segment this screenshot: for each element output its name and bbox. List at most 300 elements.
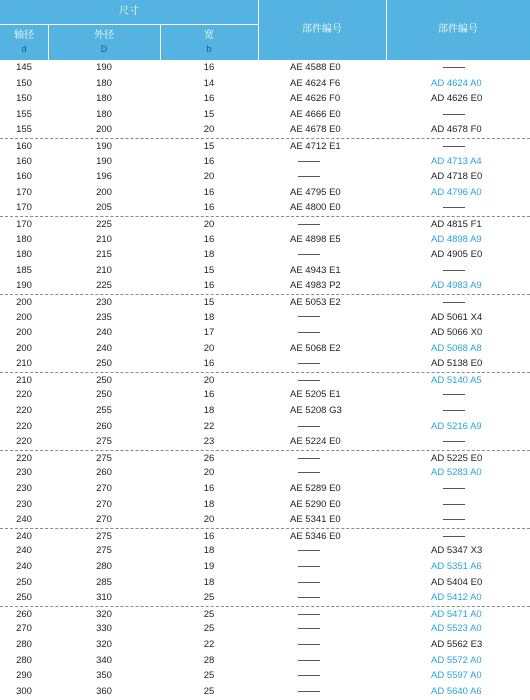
cell-bore: 250 <box>16 592 32 604</box>
cell-part-number-ae: AE 5289 E0 <box>290 483 341 495</box>
table-row <box>0 372 530 388</box>
cell-part-number-ad: AD 5283 A0 <box>431 467 482 479</box>
cell-bore: 230 <box>16 467 32 479</box>
table-row <box>0 107 530 123</box>
cell-width: 25 <box>203 592 215 604</box>
cell-outer-diameter: 210 <box>96 264 112 276</box>
table-row <box>0 263 530 279</box>
header-col-part1 <box>258 0 386 60</box>
cell-width: 15 <box>203 108 215 120</box>
table-row <box>0 356 530 372</box>
cell-width: 14 <box>203 77 215 89</box>
cell-outer-diameter: 200 <box>96 124 112 136</box>
cell-outer-diameter: 210 <box>96 233 112 245</box>
header-divider <box>0 24 258 25</box>
header-divider <box>48 24 49 60</box>
cell-bore: 190 <box>16 280 32 292</box>
empty-dash <box>298 691 320 692</box>
cell-part-number-ad: AD 4898 A9 <box>431 233 482 245</box>
table-row <box>0 278 530 294</box>
cell-part-number-ad <box>386 263 530 279</box>
cell-width: 20 <box>203 342 215 354</box>
cell-outer-diameter: 270 <box>96 498 112 510</box>
empty-dash <box>298 176 320 177</box>
cell-bore: 170 <box>16 202 32 214</box>
cell-part-number-ae <box>258 684 386 700</box>
cell-outer-diameter: 260 <box>96 467 112 479</box>
cell-width: 25 <box>203 623 215 635</box>
table-row <box>0 247 530 263</box>
empty-dash <box>443 146 465 147</box>
empty-dash <box>298 380 320 381</box>
cell-bore: 160 <box>16 155 32 167</box>
empty-dash <box>443 114 465 115</box>
cell-part-number-ad <box>386 529 530 545</box>
cell-part-number-ad: AD 5068 A8 <box>431 342 482 354</box>
cell-part-number-ad <box>386 497 530 513</box>
header-col-part1-label: 部件编号 <box>302 24 342 35</box>
cell-part-number-ae: AE 4795 E0 <box>290 186 341 198</box>
cell-part-number-ae <box>258 621 386 637</box>
cell-part-number-ae <box>258 419 386 435</box>
empty-dash <box>443 504 465 505</box>
table-row <box>0 497 530 513</box>
table-row <box>0 91 530 107</box>
cell-bore: 200 <box>16 342 32 354</box>
cell-part-number-ad: AD 5562 E3 <box>431 638 483 650</box>
cell-bore: 180 <box>16 233 32 245</box>
cell-bore: 170 <box>16 186 32 198</box>
cell-part-number-ad: AD 5572 A0 <box>431 654 482 666</box>
cell-width: 25 <box>203 685 215 697</box>
cell-width: 28 <box>203 654 215 666</box>
cell-part-number-ad: AD 5471 A0 <box>431 608 482 620</box>
empty-dash <box>443 394 465 395</box>
cell-part-number-ad: AD 4796 A0 <box>431 186 482 198</box>
cell-width: 18 <box>203 498 215 510</box>
header-divider <box>386 0 387 60</box>
cell-part-number-ad: AD 5640 A6 <box>431 685 482 697</box>
cell-part-number-ae: AE 4624 F6 <box>290 77 341 89</box>
cell-bore: 185 <box>16 264 32 276</box>
header-col-width-label: 宽 <box>204 30 214 41</box>
table-row <box>0 76 530 92</box>
cell-part-number-ae: AE 4898 E5 <box>290 233 341 245</box>
cell-width: 23 <box>203 436 215 448</box>
table-row <box>0 637 530 653</box>
cell-part-number-ad <box>386 60 530 76</box>
cell-part-number-ad: AD 5225 E0 <box>431 452 483 464</box>
cell-width: 25 <box>203 670 215 682</box>
cell-outer-diameter: 240 <box>96 342 112 354</box>
empty-dash <box>443 270 465 271</box>
cell-bore: 240 <box>16 561 32 572</box>
table-row <box>0 60 530 76</box>
cell-part-number-ad <box>386 387 530 403</box>
cell-width: 22 <box>203 638 215 650</box>
cell-width: 20 <box>203 218 215 230</box>
cell-width: 17 <box>203 327 215 339</box>
table-row <box>0 216 530 232</box>
cell-outer-diameter: 255 <box>96 405 112 417</box>
table-row <box>0 325 530 341</box>
empty-dash <box>298 614 320 615</box>
cell-part-number-ad <box>386 139 530 155</box>
header-col-part2-label: 部件编号 <box>438 24 478 35</box>
empty-dash <box>298 597 320 598</box>
table-row <box>0 684 530 700</box>
cell-part-number-ae <box>258 247 386 263</box>
cell-part-number-ae <box>258 575 386 591</box>
cell-outer-diameter: 225 <box>96 218 112 230</box>
cell-outer-diameter: 190 <box>96 62 112 73</box>
cell-part-number-ae <box>258 154 386 170</box>
cell-outer-diameter: 360 <box>96 685 112 697</box>
table-row <box>0 559 530 575</box>
empty-dash <box>298 582 320 583</box>
cell-part-number-ae: AE 4588 E0 <box>290 62 341 73</box>
cell-bore: 250 <box>16 576 32 588</box>
cell-outer-diameter: 275 <box>96 436 112 448</box>
cell-width: 16 <box>203 389 215 401</box>
header-col-bore <box>0 24 48 60</box>
table-row <box>0 621 530 637</box>
empty-dash <box>443 519 465 520</box>
table-row <box>0 232 530 248</box>
header-group-dimensions <box>0 0 258 24</box>
cell-outer-diameter: 320 <box>96 638 112 650</box>
cell-bore: 220 <box>16 405 32 417</box>
cell-part-number-ae <box>258 465 386 481</box>
cell-width: 16 <box>203 483 215 495</box>
table-body <box>0 60 530 699</box>
cell-outer-diameter: 275 <box>96 545 112 557</box>
cell-outer-diameter: 190 <box>96 155 112 167</box>
cell-bore: 155 <box>16 124 32 136</box>
table-row <box>0 465 530 481</box>
table-row <box>0 543 530 559</box>
cell-bore: 220 <box>16 452 32 464</box>
cell-width: 16 <box>203 62 215 73</box>
cell-part-number-ae: AE 4800 E0 <box>290 202 341 214</box>
table-row <box>0 606 530 622</box>
table-row <box>0 387 530 403</box>
table-row <box>0 590 530 606</box>
cell-outer-diameter: 225 <box>96 280 112 292</box>
cell-bore: 280 <box>16 638 32 650</box>
cell-width: 15 <box>203 264 215 276</box>
cell-part-number-ae: AE 4678 E0 <box>290 124 341 136</box>
cell-part-number-ae <box>258 637 386 653</box>
cell-outer-diameter: 200 <box>96 186 112 198</box>
cell-part-number-ae <box>258 217 386 233</box>
table-row <box>0 169 530 185</box>
cell-outer-diameter: 330 <box>96 623 112 635</box>
cell-bore: 220 <box>16 389 32 401</box>
cell-width: 20 <box>203 171 215 183</box>
table-row <box>0 419 530 435</box>
cell-width: 16 <box>203 202 215 214</box>
cell-width: 18 <box>203 249 215 261</box>
cell-part-number-ad: AD 5523 A0 <box>431 623 482 635</box>
cell-outer-diameter: 205 <box>96 202 112 214</box>
table-row <box>0 403 530 419</box>
cell-part-number-ad: AD 5347 X3 <box>431 545 483 557</box>
cell-outer-diameter: 350 <box>96 670 112 682</box>
cell-part-number-ad: AD 5061 X4 <box>431 311 483 323</box>
cell-part-number-ae: AE 5053 E2 <box>290 296 341 308</box>
cell-part-number-ad <box>386 200 530 216</box>
cell-outer-diameter: 270 <box>96 483 112 495</box>
cell-bore: 220 <box>16 420 32 432</box>
cell-part-number-ae <box>258 653 386 669</box>
cell-part-number-ae: AE 5290 E0 <box>290 498 341 510</box>
cell-part-number-ad: AD 5216 A9 <box>431 420 482 432</box>
cell-part-number-ad: AD 4713 A4 <box>431 155 482 167</box>
cell-width: 15 <box>203 140 215 152</box>
empty-dash <box>298 254 320 255</box>
cell-part-number-ad: AD 4624 A0 <box>431 77 482 89</box>
cell-part-number-ae <box>258 543 386 559</box>
cell-bore: 210 <box>16 374 32 386</box>
cell-part-number-ae: AE 5346 E0 <box>290 530 341 542</box>
cell-part-number-ad <box>386 107 530 123</box>
cell-bore: 240 <box>16 514 32 526</box>
header-col-bore-symbol: d <box>21 44 27 54</box>
empty-dash <box>298 566 320 567</box>
cell-part-number-ae: AE 5205 E1 <box>290 389 341 401</box>
cell-outer-diameter: 320 <box>96 608 112 620</box>
empty-dash <box>443 441 465 442</box>
cell-outer-diameter: 250 <box>96 389 112 401</box>
cell-width: 16 <box>203 186 215 198</box>
cell-part-number-ae <box>258 373 386 389</box>
cell-bore: 200 <box>16 311 32 323</box>
table-row <box>0 528 530 544</box>
table-row <box>0 481 530 497</box>
header-col-od <box>48 24 160 60</box>
header-divider <box>258 0 259 60</box>
empty-dash <box>443 536 465 537</box>
empty-dash <box>298 161 320 162</box>
table-row <box>0 138 530 154</box>
cell-part-number-ae <box>258 590 386 606</box>
cell-part-number-ad <box>386 481 530 497</box>
cell-part-number-ae <box>258 451 386 467</box>
cell-bore: 270 <box>16 623 32 635</box>
cell-width: 18 <box>203 405 215 417</box>
cell-outer-diameter: 180 <box>96 77 112 89</box>
cell-part-number-ae <box>258 356 386 372</box>
cell-outer-diameter: 280 <box>96 561 112 572</box>
cell-width: 16 <box>203 530 215 542</box>
cell-part-number-ad <box>386 403 530 419</box>
cell-width: 20 <box>203 124 215 136</box>
cell-bore: 160 <box>16 140 32 152</box>
empty-dash <box>298 224 320 225</box>
cell-outer-diameter: 310 <box>96 592 112 604</box>
cell-bore: 240 <box>16 530 32 542</box>
cell-part-number-ae: AE 4626 F0 <box>290 93 341 105</box>
cell-bore: 200 <box>16 296 32 308</box>
cell-width: 22 <box>203 420 215 432</box>
header-group-label: 尺寸 <box>119 6 139 17</box>
cell-outer-diameter: 270 <box>96 514 112 526</box>
cell-part-number-ae <box>258 668 386 684</box>
empty-dash <box>443 488 465 489</box>
cell-part-number-ad: AD 4718 E0 <box>431 171 483 183</box>
cell-part-number-ad: AD 4983 A9 <box>431 280 482 292</box>
cell-width: 15 <box>203 296 215 308</box>
cell-outer-diameter: 240 <box>96 327 112 339</box>
cell-outer-diameter: 180 <box>96 93 112 105</box>
cell-outer-diameter: 275 <box>96 530 112 542</box>
cell-width: 16 <box>203 358 215 370</box>
cell-part-number-ad: AD 4815 F1 <box>431 218 482 230</box>
cell-part-number-ae: AE 5224 E0 <box>290 436 341 448</box>
cell-outer-diameter: 340 <box>96 654 112 666</box>
table-row <box>0 653 530 669</box>
header-col-width-symbol: b <box>206 44 212 54</box>
cell-part-number-ad <box>386 512 530 528</box>
cell-outer-diameter: 260 <box>96 420 112 432</box>
header-col-od-symbol: D <box>100 44 108 54</box>
cell-outer-diameter: 250 <box>96 358 112 370</box>
cell-width: 25 <box>203 608 215 620</box>
cell-outer-diameter: 250 <box>96 374 112 386</box>
cell-part-number-ae: AE 5208 G3 <box>290 405 342 417</box>
cell-width: 18 <box>203 545 215 557</box>
cell-bore: 300 <box>16 685 32 697</box>
cell-part-number-ad: AD 4626 E0 <box>431 93 483 105</box>
cell-outer-diameter: 275 <box>96 452 112 464</box>
cell-part-number-ad: AD 5412 A0 <box>431 592 482 604</box>
cell-width: 18 <box>203 311 215 323</box>
cell-part-number-ae: AE 5341 E0 <box>290 514 341 526</box>
cell-part-number-ae: AE 4943 E1 <box>290 264 341 276</box>
cell-bore: 230 <box>16 483 32 495</box>
empty-dash <box>443 302 465 303</box>
cell-bore: 180 <box>16 249 32 261</box>
cell-outer-diameter: 196 <box>96 171 112 183</box>
cell-part-number-ad: AD 5597 A0 <box>431 670 482 682</box>
empty-dash <box>298 332 320 333</box>
empty-dash <box>298 458 320 459</box>
cell-part-number-ad: AD 5351 A6 <box>431 561 482 572</box>
cell-width: 19 <box>203 561 215 572</box>
cell-outer-diameter: 235 <box>96 311 112 323</box>
empty-dash <box>298 644 320 645</box>
cell-outer-diameter: 230 <box>96 296 112 308</box>
cell-width: 16 <box>203 93 215 105</box>
empty-dash <box>298 550 320 551</box>
cell-width: 18 <box>203 576 215 588</box>
table-row <box>0 512 530 528</box>
empty-dash <box>298 363 320 364</box>
cell-bore: 220 <box>16 436 32 448</box>
header-col-od-label: 外径 <box>94 30 114 41</box>
cell-width: 20 <box>203 374 215 386</box>
cell-bore: 200 <box>16 327 32 339</box>
cell-part-number-ae: AE 4712 E1 <box>290 140 341 152</box>
cell-outer-diameter: 285 <box>96 576 112 588</box>
cell-width: 16 <box>203 280 215 292</box>
table-row <box>0 310 530 326</box>
empty-dash <box>298 675 320 676</box>
cell-bore: 210 <box>16 358 32 370</box>
cell-bore: 260 <box>16 608 32 620</box>
empty-dash <box>443 67 465 68</box>
cell-part-number-ae <box>258 169 386 185</box>
empty-dash <box>443 207 465 208</box>
cell-part-number-ad <box>386 295 530 311</box>
cell-part-number-ad: AD 5138 E0 <box>431 358 483 370</box>
table-row <box>0 341 530 357</box>
cell-part-number-ae <box>258 310 386 326</box>
cell-bore: 230 <box>16 498 32 510</box>
cell-part-number-ad <box>386 434 530 450</box>
table-row <box>0 294 530 310</box>
cell-part-number-ae: AE 5068 E2 <box>290 342 341 354</box>
cell-part-number-ae <box>258 607 386 623</box>
header-col-part2 <box>386 0 530 60</box>
cell-outer-diameter: 190 <box>96 140 112 152</box>
empty-dash <box>298 628 320 629</box>
cell-part-number-ad: AD 4905 E0 <box>431 249 483 261</box>
cell-part-number-ad: AD 4678 F0 <box>431 124 482 136</box>
empty-dash <box>298 426 320 427</box>
cell-part-number-ae: AE 4666 E0 <box>290 108 341 120</box>
cell-part-number-ae <box>258 559 386 575</box>
cell-part-number-ad: AD 5066 X0 <box>431 327 483 339</box>
empty-dash <box>443 410 465 411</box>
empty-dash <box>298 660 320 661</box>
table-row <box>0 668 530 684</box>
cell-width: 16 <box>203 155 215 167</box>
table-row <box>0 434 530 450</box>
header-col-width <box>160 24 258 60</box>
cell-bore: 155 <box>16 108 32 120</box>
table-row <box>0 450 530 466</box>
cell-width: 20 <box>203 467 215 479</box>
cell-bore: 170 <box>16 218 32 230</box>
cell-bore: 145 <box>16 62 32 73</box>
cell-outer-diameter: 180 <box>96 108 112 120</box>
cell-part-number-ae <box>258 325 386 341</box>
cell-bore: 290 <box>16 670 32 682</box>
cell-part-number-ad: AD 5140 A5 <box>431 374 482 386</box>
cell-part-number-ad: AD 5404 E0 <box>431 576 483 588</box>
cell-bore: 240 <box>16 545 32 557</box>
empty-dash <box>298 472 320 473</box>
table-row <box>0 575 530 591</box>
cell-width: 26 <box>203 452 215 464</box>
table-row <box>0 185 530 201</box>
cell-bore: 280 <box>16 654 32 666</box>
table-row <box>0 122 530 138</box>
table-row <box>0 154 530 170</box>
cell-outer-diameter: 215 <box>96 249 112 261</box>
table-row <box>0 200 530 216</box>
cell-width: 16 <box>203 233 215 245</box>
cell-bore: 150 <box>16 77 32 89</box>
cell-bore: 150 <box>16 93 32 105</box>
cell-width: 20 <box>203 514 215 526</box>
empty-dash <box>298 316 320 317</box>
header-col-bore-label: 轴径 <box>14 30 34 41</box>
cell-bore: 160 <box>16 171 32 183</box>
cell-part-number-ae: AE 4983 P2 <box>290 280 341 292</box>
